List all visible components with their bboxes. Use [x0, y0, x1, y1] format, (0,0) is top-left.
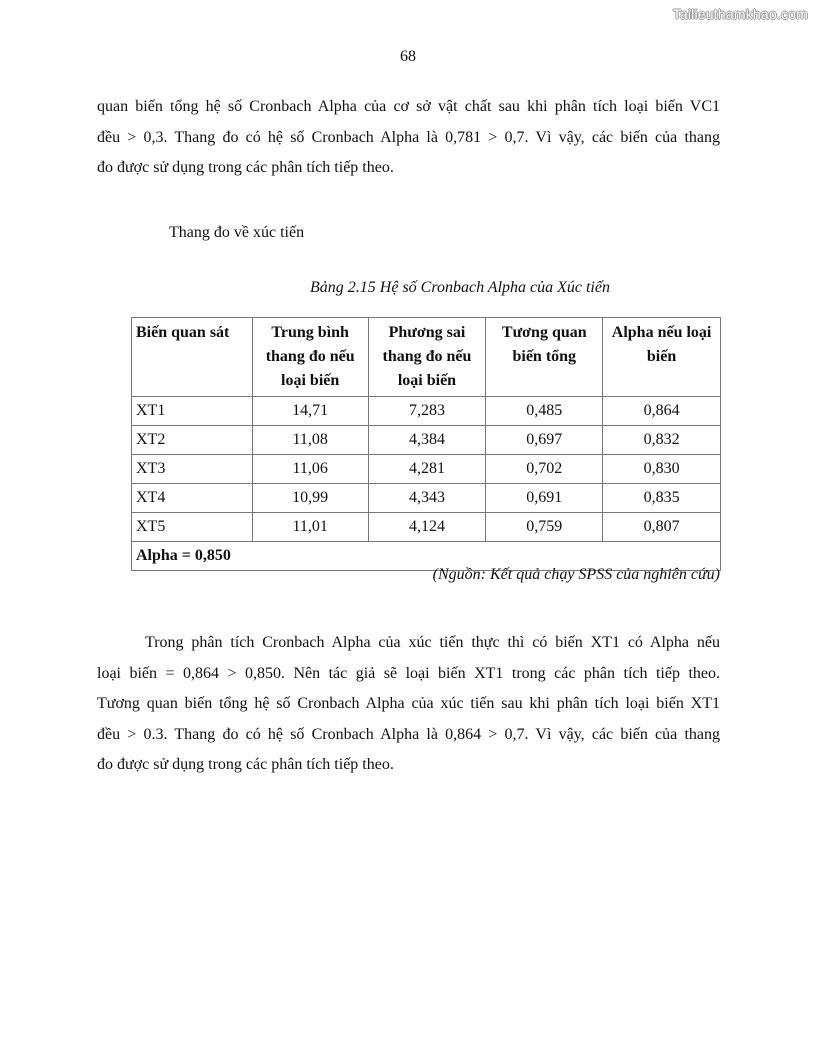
watermark-text: Tailieuthamkhao.com: [672, 6, 808, 22]
table-row: [132, 426, 721, 455]
cell-correlation: 0,691: [486, 484, 603, 513]
paragraph-line: đều > 0.3. Thang đo có hệ số Cronbach Alpha là 0,864 > 0,7. Vì vậy, các biến của thang: [97, 725, 720, 743]
cell-correlation: 0,485: [486, 397, 603, 426]
cell-correlation: 0,702: [486, 455, 603, 484]
cell-alpha: 0,830: [603, 455, 721, 484]
paragraph-facilities-conclusion: [97, 92, 720, 184]
cell-scale-mean: 14,71: [252, 397, 368, 426]
cell-variable: XT3: [132, 455, 253, 484]
header-item-total-correlation: Tương quan biến tổng: [486, 318, 603, 397]
alpha-total-cell: Alpha = 0,850: [132, 542, 721, 571]
paragraph-line: Trong phân tích Cronbach Alpha của xúc tiến thực thì có biến XT1 có Alpha nếu: [145, 634, 720, 651]
table-row: [132, 397, 721, 426]
paragraph-line: đều > 0,3. Thang đo có hệ số Cronbach Alpha là 0,781 > 0,7. Vì vậy, các biến của thang: [97, 128, 720, 146]
table-row: [132, 455, 721, 484]
cell-alpha: 0,807: [603, 513, 721, 542]
paragraph-line: đo được sử dụng trong các phân tích tiếp theo.: [97, 756, 394, 773]
cell-alpha: 0,832: [603, 426, 721, 455]
cell-scale-variance: 7,283: [368, 397, 486, 426]
paragraph-line: quan biến tổng hệ số Cronbach Alpha của cơ sở vật chất sau khi phân tích loại biến VC1: [97, 98, 720, 115]
cell-scale-variance: 4,343: [368, 484, 486, 513]
cell-variable: XT5: [132, 513, 253, 542]
header-alpha-if-deleted: Alpha nếu loại biến: [603, 318, 721, 397]
paragraph-line: đo được sử dụng trong các phân tích tiếp theo.: [97, 159, 394, 176]
header-scale-mean: Trung bình thang đo nếu loại biến: [252, 318, 368, 397]
cell-scale-variance: 4,384: [368, 426, 486, 455]
section-heading: Thang đo về xúc tiến: [169, 224, 305, 241]
cell-scale-mean: 10,99: [252, 484, 368, 513]
cell-scale-variance: 4,124: [368, 513, 486, 542]
paragraph-promotion-conclusion: [97, 628, 720, 781]
cell-alpha: 0,864: [603, 397, 721, 426]
cell-alpha: 0,835: [603, 484, 721, 513]
cell-variable: XT4: [132, 484, 253, 513]
cell-correlation: 0,759: [486, 513, 603, 542]
table-caption: Bảng 2.15 Hệ số Cronbach Alpha của Xúc tiến: [310, 279, 610, 296]
cell-scale-mean: 11,08: [252, 426, 368, 455]
cell-scale-mean: 11,01: [252, 513, 368, 542]
cell-scale-variance: 4,281: [368, 455, 486, 484]
header-scale-variance: Phương sai thang đo nếu loại biến: [368, 318, 486, 397]
table-header-row: [132, 318, 721, 397]
header-observed-variable: Biến quan sát: [132, 318, 253, 397]
cell-scale-mean: 11,06: [252, 455, 368, 484]
cronbach-alpha-table: [131, 317, 721, 571]
cell-correlation: 0,697: [486, 426, 603, 455]
table-source-note: (Nguồn: Kết quả chạy SPSS của nghiên cứu): [432, 566, 720, 583]
table-row: [132, 513, 721, 542]
table-row: [132, 484, 721, 513]
cell-variable: XT1: [132, 397, 253, 426]
cell-variable: XT2: [132, 426, 253, 455]
paragraph-line: loại biến = 0,864 > 0,850. Nên tác giả sẽ loại biến XT1 trong các phân tích tiếp theo.: [97, 664, 720, 682]
page-number: 68: [400, 48, 416, 65]
paragraph-line: Tương quan biến tổng hệ số Cronbach Alpha của xúc tiến sau khi phân tích loại biến XT1: [97, 695, 720, 712]
